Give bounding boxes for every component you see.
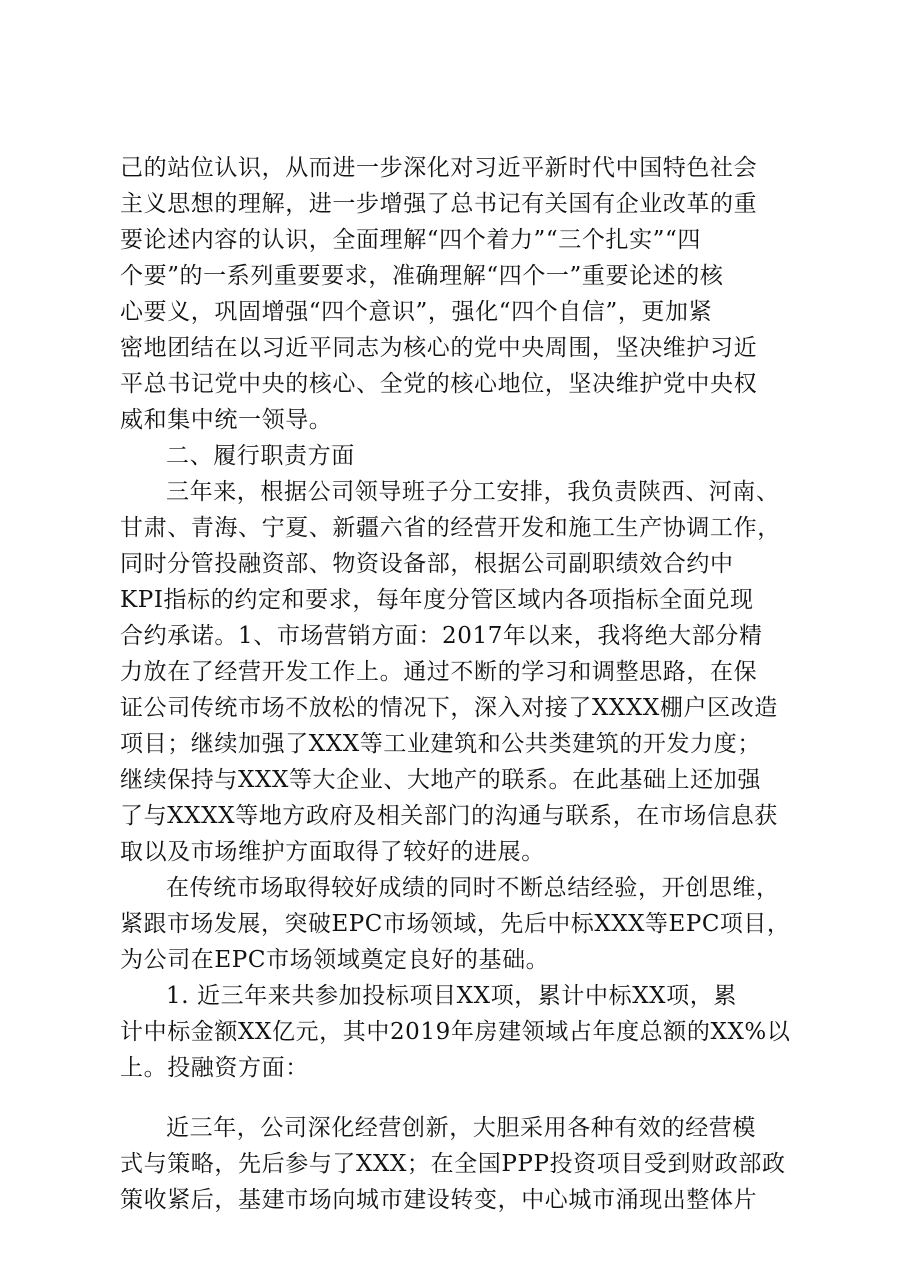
numbered-item: 1. 近三年来共参加投标项目XX项，累计中标XX项，累 xyxy=(166,983,737,1009)
text-line: 合约承诺。1、市场营销方面：2017年以来，我将绝大部分精 xyxy=(120,623,763,649)
text-line: 上。投融资方面： xyxy=(120,1055,309,1081)
text-line: 甘肃、青海、宁夏、新疆六省的经营开发和施工生产协调工作， xyxy=(120,515,781,541)
text-line: 继续保持与XXX等大企业、大地产的联系。在此基础上还加强 xyxy=(120,767,761,793)
text-line: 己的站位认识，从而进一步深化对习近平新时代中国特色社会 xyxy=(120,155,758,181)
text-line: 计中标金额XX亿元，其中2019年房建领域占年度总额的XX%以 xyxy=(120,1019,791,1045)
text-line: 项目；继续加强了XXX等工业建筑和公共类建筑的开发力度； xyxy=(120,731,761,757)
text-line: 为公司在EPC市场领域奠定良好的基础。 xyxy=(120,947,550,973)
text-line: 个要”的一系列重要要求，准确理解“四个一”重要论述的核 xyxy=(120,263,724,289)
section-heading: 二、履行职责方面 xyxy=(166,443,355,469)
text-line: 证公司传统市场不放松的情况下，深入对接了XXXX棚户区改造 xyxy=(120,695,778,721)
text-line: 取以及市场维护方面取得了较好的进展。 xyxy=(120,839,545,865)
text-line: 紧跟市场发展，突破EPC市场领域，先后中标XXX等EPC项目， xyxy=(120,911,791,937)
text-line: 式与策略，先后参与了XXX；在全国PPP投资项目受到财政部政 xyxy=(120,1151,786,1177)
text-line: 了与XXXX等地方政府及相关部门的沟通与联系，在市场信息获 xyxy=(120,803,778,829)
text-line: 主义思想的理解，进一步增强了总书记有关国有企业改革的重 xyxy=(120,191,758,217)
text-line: 平总书记党中央的核心、全党的核心地位，坚决维护党中央权 xyxy=(120,371,758,397)
text-line: 在传统市场取得较好成绩的同时不断总结经验，开创思维， xyxy=(166,875,780,901)
text-line: KPI指标的约定和要求，每年度分管区域内各项指标全面兑现 xyxy=(120,587,754,613)
text-line: 密地团结在以习近平同志为核心的党中央周围，坚决维护习近 xyxy=(120,335,758,361)
text-line: 力放在了经营开发工作上。通过不断的学习和调整思路，在保 xyxy=(120,659,758,685)
text-line: 要论述内容的认识，全面理解“四个着力”“三个扎实”“四 xyxy=(120,227,701,253)
text-line: 三年来，根据公司领导班子分工安排，我负责陕西、河南、 xyxy=(166,479,780,505)
text-line: 同时分管投融资部、物资设备部，根据公司副职绩效合约中 xyxy=(120,551,734,577)
text-line: 近三年，公司深化经营创新，大胆采用各种有效的经营模 xyxy=(166,1115,756,1141)
text-line: 策收紧后，基建市场向城市建设转变，中心城市涌现出整体片 xyxy=(120,1187,758,1213)
text-line: 心要义，巩固增强“四个意识”，强化“四个自信”，更加紧 xyxy=(120,299,713,325)
text-line: 威和集中统一领导。 xyxy=(120,407,333,433)
